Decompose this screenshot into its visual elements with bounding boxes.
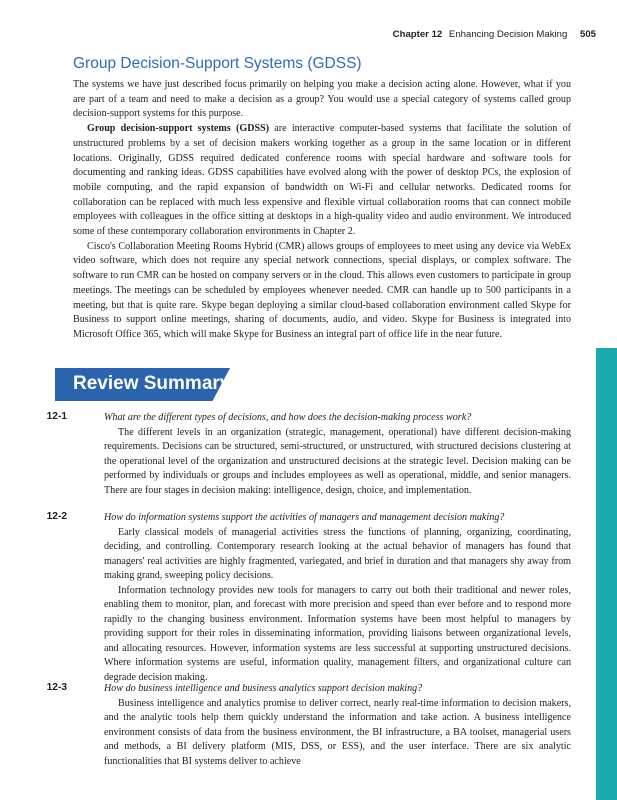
chapter-title: Enhancing Decision Making [448, 29, 568, 40]
answer-paragraph: Information technology provides new tools for managers to carry out both their traditional and newer roles, enabling them to monitor, plan, and forecast with more precision and speed than ever before and to respond more rapidly to the changing business environment. Information systems have been most helpful to managers by providing support for their roles in disseminating information, providing liaisons between organizational levels, and allocating resources. However, information systems are less successful at supporting unstructured decisions. Where information systems are useful, information quality, management filters, and organizational culture can degrade decision making. [104, 584, 571, 683]
review-item [46, 411, 571, 498]
chapter-label: Chapter 12 [392, 29, 443, 40]
answer-paragraph: The different levels in an organization (strategic, management, operational) have different decision-making requirements. Decisions can be structured, semi-structured, or unstructured, with structured decisions clustering at the operational level of the organization and unstructured decisions at the strategic level. Decision making can be performed by individuals or groups and includes employees as well as operational, middle, and senior managers. There are four stages in decision making: intelligence, design, choice, and implementation. [104, 426, 571, 496]
paragraph [73, 122, 571, 240]
objective-number: 12-2 [46, 511, 67, 522]
key-term: Group decision-support systems (GDSS) [87, 123, 270, 135]
objective-number: 12-1 [46, 411, 67, 422]
review-summary-title: Review Summary [73, 373, 231, 394]
review-question: What are the different types of decisions, and how does the decision-making process work? [104, 412, 472, 423]
review-question: How do information systems support the activities of managers and management decision making? [104, 512, 505, 523]
objective-number: 12-3 [46, 682, 67, 693]
section-heading: Group Decision-Support Systems (GDSS) [73, 55, 362, 72]
review-answer [104, 697, 571, 770]
chapter-side-tab [596, 348, 617, 800]
paragraph-text: are interactive computer-based systems that facilitate the solution of unstructured problems by a set of decision makers working together as a group in the same location or in different locations. Originally, GDSS required dedicated conference rooms with special hardware and software tools for documenting and ranking ideas. GDSS capabilities have evolved along with the power of desktop PCs, the explosion of mobile computing, and the rapid expansion of bandwidth on Wi-Fi and cellular networks. Dedicated rooms for collaboration can be replaced with much less expensive and flexible virtual collaboration rooms that can connect mobile employees with colleagues in the office sitting at desktops in a high-quality video and audio environment. We introduced some of these contemporary collaboration environments in Chapter 2. [73, 123, 571, 238]
review-answer [104, 526, 571, 686]
paragraph: The systems we have just described focus primarily on helping you make a decision acting alone. However, what if you are part of a team and need to make a decision as a group? You would use a special category of systems called group decision-support systems for this purpose. [73, 79, 571, 120]
review-answer [104, 426, 571, 499]
review-item [46, 511, 571, 685]
answer-paragraph: Business intelligence and analytics promise to deliver correct, nearly real-time information to decision makers, and the analytic tools help them quickly understand the information and take action. A business intelligence environment consists of data from the business environment, the BI infrastructure, a BA toolset, managerial users and methods, a BI delivery platform (MIS, DSS, or ESS), and the user interface. There are six analytic functionalities that BI systems deliver to achieve [104, 697, 571, 767]
review-item [46, 682, 571, 769]
page-number: 505 [579, 29, 596, 40]
running-header [393, 29, 596, 40]
paragraph: Cisco's Collaboration Meeting Rooms Hybrid (CMR) allows groups of employees to meet using any device via WebEx video software, which does not require any special network connections, special displays, or complex software. The software to run CMR can be hosted on company servers or in the cloud. This allows even customers to participate in group meetings. The meetings can be scheduled by employees whenever needed. CMR can handle up to 500 participants in a meeting, but that is quite rare. Skype began deploying a similar cloud-based collaboration environment called Skype for Business to support online meetings, sharing of documents, audio, and video. Skype for Business is integrated into Microsoft Office 365, which will make Skype for Business an integral part of office life in the near future. [73, 240, 571, 340]
answer-paragraph: Early classical models of managerial activities stress the functions of planning, organizing, coordinating, deciding, and controlling. Contemporary research looking at the actual behavior of managers has found that managers' real activities are highly fragmented, variegated, and brief in duration and that managers shy away from making grand, sweeping policy decisions. [104, 526, 571, 581]
section-body [73, 78, 571, 343]
review-question: How do business intelligence and business analytics support decision making? [104, 683, 423, 694]
